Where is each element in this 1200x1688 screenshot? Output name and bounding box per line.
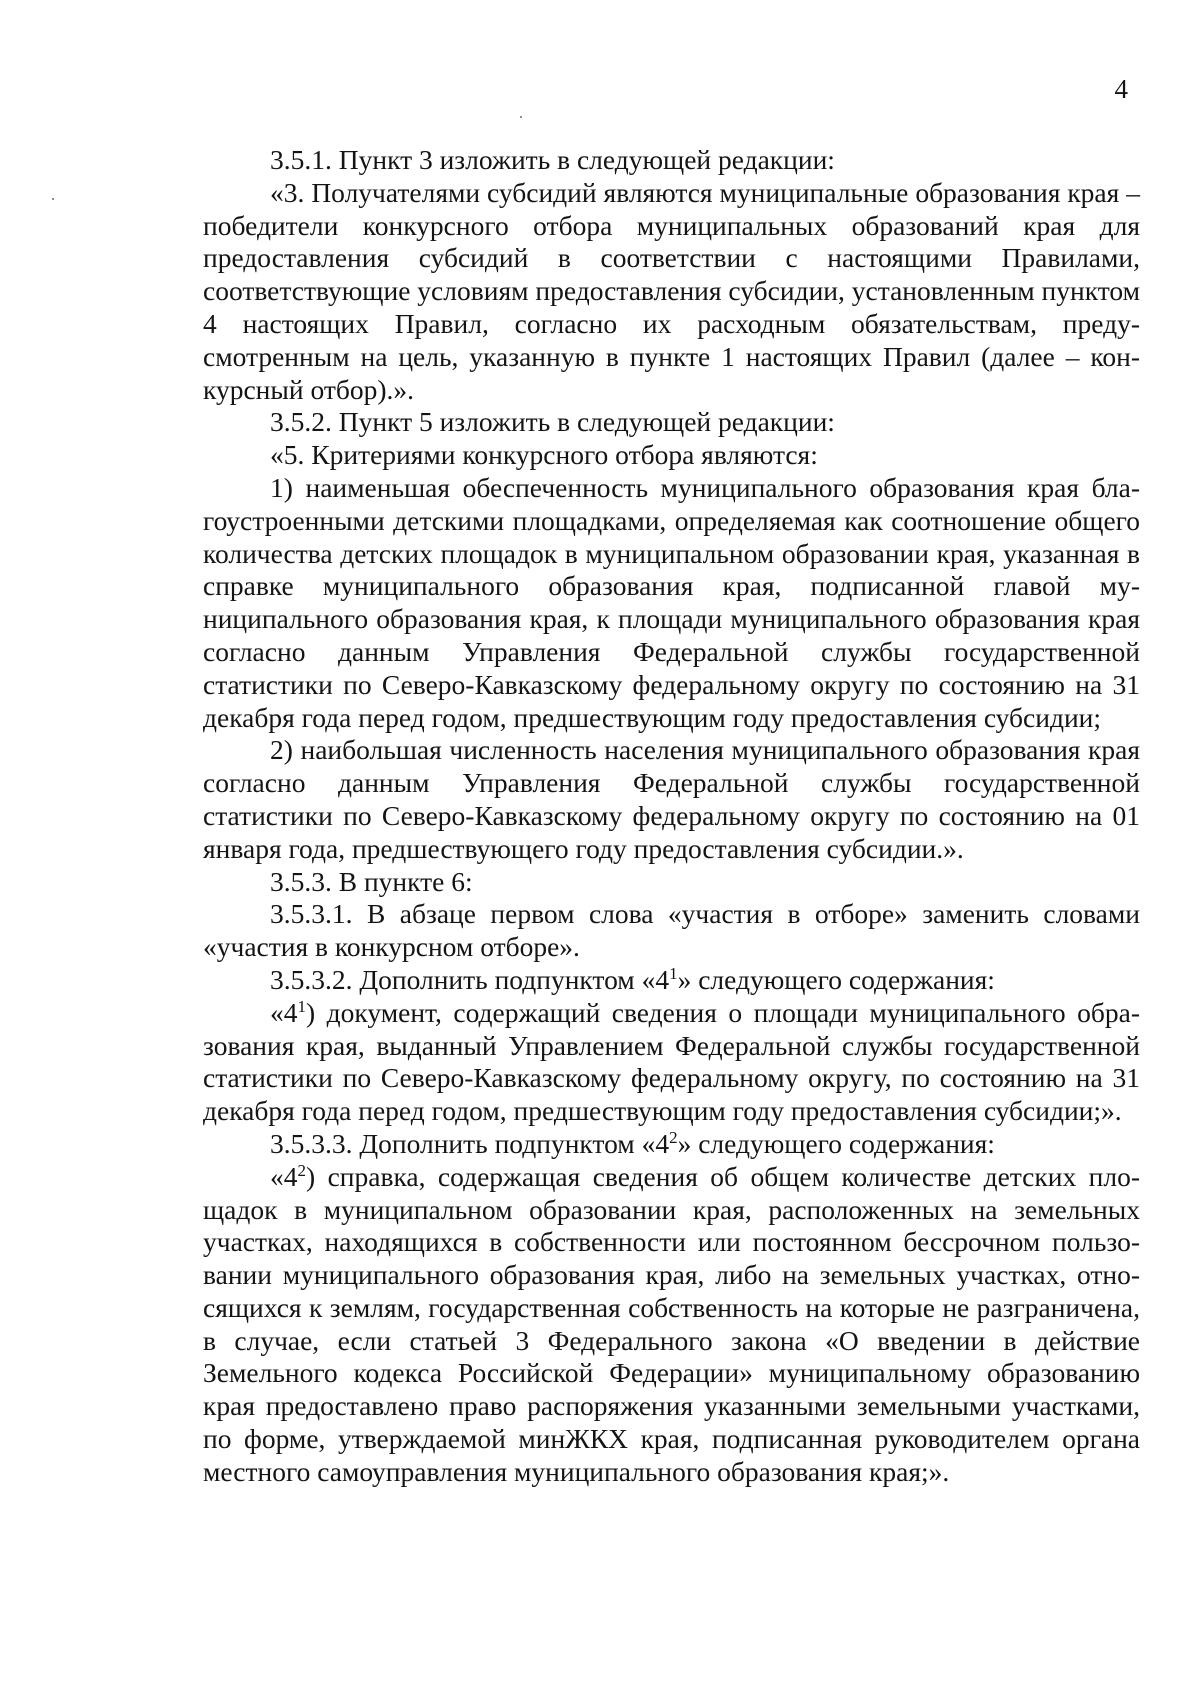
paragraph-criterion-1: 1) наименьшая обеспеченность муниципального образования края благоустроенными детскими площадками, определяемая как соотношение общего количества детских площадок в муниципальном образовании края, указанная в справке муниципального образования края, подписанной главой муниципального образования края, к площади муниципального образования края согласно данным Управления Федеральной службы государственной статистики по Северо-Кавказскому федеральному округу по состоянию на 31 декабря года перед годом, предшествующим году предоставления субсидии; bbox=[203, 471, 1140, 733]
paragraph-subitem-4-2 bbox=[203, 1161, 1140, 1489]
superscript: 2 bbox=[669, 1127, 678, 1147]
paragraph-3-5-3: 3.5.3. В пункте 6: bbox=[270, 865, 473, 897]
document-body bbox=[203, 144, 1140, 1489]
paragraph-item-5-text: «5. Критериями конкурсного отбора являются: bbox=[270, 439, 818, 471]
paragraph-3-5-1: 3.5.1. Пункт 3 изложить в следующей редакции: bbox=[270, 144, 835, 175]
paragraph-item-3-text: «3. Получателями субсидий являются муниципальные образования края – победители конкурсного отбора муниципальных образований края для предоставления субсидий в соответствии с настоящими Правилами, соответствующие условиям предоставления субсидии, установленным пунктом 4 настоящих Правил, согласно их расходным обязательствам, предусмотренным на цель, указанную в пункте 1 настоящих Правил (далее – конкурсный отбор).». bbox=[203, 176, 1140, 405]
superscript: 1 bbox=[669, 963, 678, 983]
paragraph-3-5-3-1-continued: «участия в конкурсном отборе». bbox=[203, 931, 580, 963]
text-run: 3.5.3.3. Дополнить подпунктом «4 bbox=[270, 1127, 670, 1159]
superscript: 1 bbox=[297, 996, 306, 1016]
text-run: 3.5.3.2. Дополнить подпунктом «4 bbox=[270, 963, 670, 995]
paragraph-3-5-2: 3.5.2. Пункт 5 изложить в следующей редакции: bbox=[270, 406, 835, 438]
text-run: «4 bbox=[270, 1160, 298, 1192]
text-run: ) документ, содержащий сведения о площади муниципального образования края, выданный Управлением Федеральной службы государственной статистики по Северо-Кавказскому федеральному округу, по состоянию на 31 декабря года перед годом, предшествующим году предоставления субсидии;». bbox=[203, 996, 1140, 1127]
scan-speck bbox=[52, 198, 54, 200]
scan-speck bbox=[520, 116, 522, 118]
paragraph-3-5-3-3 bbox=[203, 1128, 1140, 1161]
paragraph-3-5-3-2 bbox=[203, 964, 1140, 997]
text-run: » следующего содержания: bbox=[677, 1127, 995, 1159]
text-run: ) справка, содержащая сведения об общем количестве детских площадок в муниципальном образовании края, расположенных на земельных участках, находящихся в собственности или постоянном бессрочном пользовании муниципального образования края, либо на земельных участках, относящихся к землям, государственная собственность на которые не разграничена, в случае, если статьей 3 Федерального закона «О введении в действие Земельного кодекса Российской Федерации» муниципальному образованию края предоставлено право распоряжения указанными земельными участками, по форме, утверждаемой минЖКХ края, подписанная руководителем органа местного самоуправления муниципального образования края;». bbox=[203, 1160, 1140, 1487]
text-run: «4 bbox=[270, 996, 298, 1028]
paragraph-3-5-3-1: 3.5.3.1. В абзаце первом слова «участия в отборе» заменить словами bbox=[270, 898, 1140, 930]
superscript: 2 bbox=[297, 1160, 306, 1180]
paragraph-criterion-2: 2) наибольшая численность населения муниципального образования края согласно данным Управления Федеральной службы государственной статистики по Северо-Кавказскому федеральному округу по состоянию на 01 января года, предшествующего году предоставления субсидии.». bbox=[203, 734, 1140, 864]
paragraph-subitem-4-1 bbox=[203, 997, 1140, 1128]
page-number: 4 bbox=[1114, 74, 1128, 104]
text-run: » следующего содержания: bbox=[677, 963, 995, 995]
